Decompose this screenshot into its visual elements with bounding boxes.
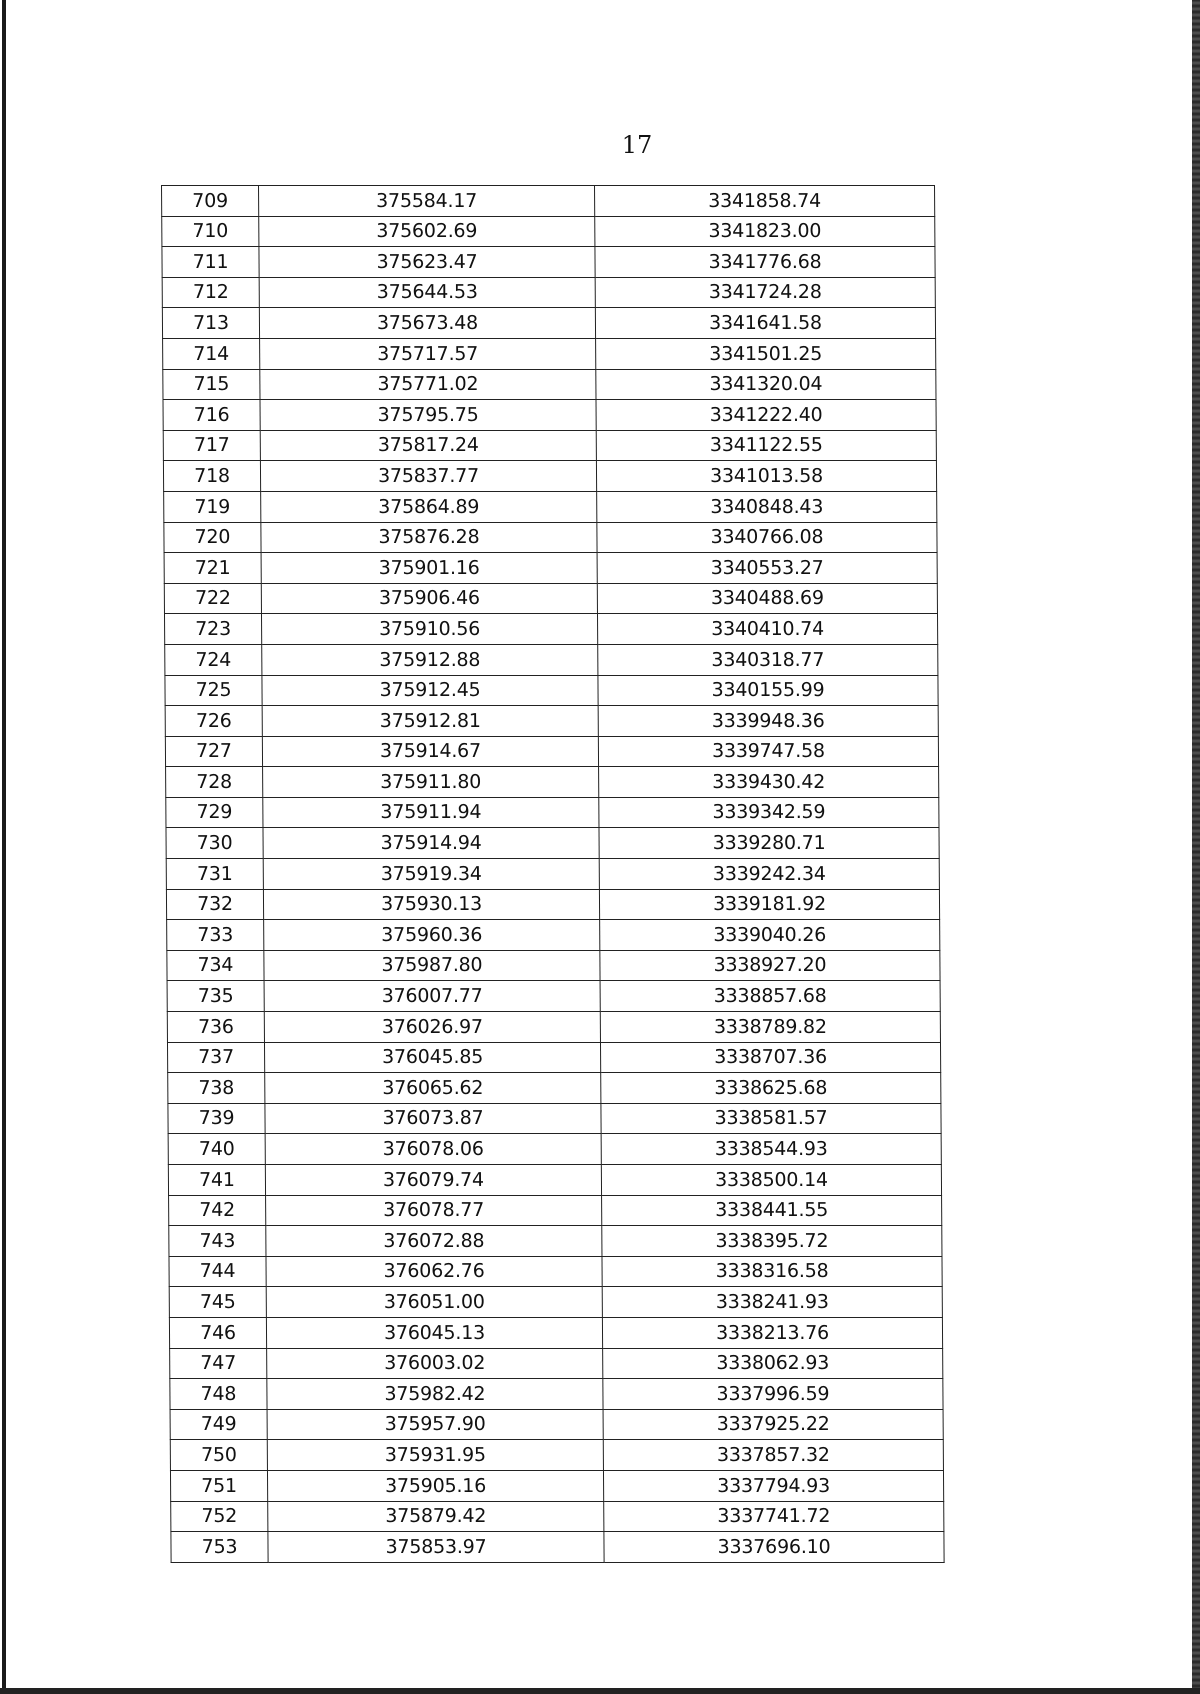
table-row: [164, 583, 937, 614]
table-row: [169, 1195, 942, 1226]
x-coordinate-cell: 376073.87: [265, 1103, 601, 1134]
x-coordinate-cell: 375987.80: [264, 950, 600, 981]
y-coordinate-cell: 3339040.26: [600, 920, 940, 951]
table-row: [163, 430, 936, 461]
point-id-cell: 742: [169, 1195, 266, 1226]
y-coordinate-cell: 3338544.93: [601, 1134, 941, 1165]
y-coordinate-cell: 3339948.36: [598, 706, 938, 737]
point-id-cell: 715: [163, 369, 260, 400]
table-row: [169, 1226, 942, 1257]
y-coordinate-cell: 3338213.76: [602, 1317, 942, 1348]
point-id-cell: 710: [162, 216, 259, 247]
point-id-cell: 714: [163, 338, 260, 369]
point-id-cell: 747: [170, 1348, 267, 1379]
x-coordinate-cell: 375910.56: [261, 614, 597, 645]
y-coordinate-cell: 3339430.42: [599, 767, 939, 798]
point-id-cell: 735: [167, 981, 264, 1012]
x-coordinate-cell: 375584.17: [259, 186, 595, 217]
y-coordinate-cell: 3341776.68: [595, 247, 935, 278]
x-coordinate-cell: 375912.45: [262, 675, 598, 706]
table-row: [162, 308, 935, 339]
y-coordinate-cell: 3339342.59: [599, 797, 939, 828]
x-coordinate-cell: 376045.85: [264, 1042, 600, 1073]
y-coordinate-cell: 3341013.58: [596, 461, 936, 492]
y-coordinate-cell: 3337925.22: [603, 1409, 943, 1440]
x-coordinate-cell: 375906.46: [261, 583, 597, 614]
table-row: [167, 981, 940, 1012]
x-coordinate-cell: 375853.97: [268, 1532, 604, 1563]
x-coordinate-cell: 375912.88: [262, 644, 598, 675]
y-coordinate-cell: 3339280.71: [599, 828, 939, 859]
table-row: [170, 1409, 943, 1440]
point-id-cell: 709: [162, 186, 259, 217]
point-id-cell: 748: [170, 1379, 267, 1410]
y-coordinate-cell: 3340155.99: [598, 675, 938, 706]
table-row: [165, 675, 938, 706]
table-row: [164, 553, 937, 584]
point-id-cell: 740: [168, 1134, 265, 1165]
point-id-cell: 733: [167, 920, 264, 951]
x-coordinate-cell: 375914.94: [263, 828, 599, 859]
x-coordinate-cell: 375914.67: [262, 736, 598, 767]
table-row: [167, 1012, 940, 1043]
y-coordinate-cell: 3338062.93: [603, 1348, 943, 1379]
x-coordinate-cell: 375930.13: [263, 889, 599, 920]
coordinate-table-wrapper: [161, 185, 943, 1563]
y-coordinate-cell: 3338316.58: [602, 1256, 942, 1287]
coordinate-table-body: [162, 186, 945, 1563]
table-row: [163, 369, 936, 400]
x-coordinate-cell: 375957.90: [267, 1409, 603, 1440]
x-coordinate-cell: 375602.69: [259, 216, 595, 247]
y-coordinate-cell: 3338500.14: [601, 1165, 941, 1196]
table-row: [169, 1256, 942, 1287]
table-row: [167, 920, 940, 951]
point-id-cell: 743: [169, 1226, 266, 1257]
x-coordinate-cell: 375931.95: [267, 1440, 603, 1471]
point-id-cell: 738: [168, 1073, 265, 1104]
point-id-cell: 723: [164, 614, 261, 645]
x-coordinate-cell: 376065.62: [265, 1073, 601, 1104]
table-row: [170, 1470, 943, 1501]
x-coordinate-cell: 376026.97: [264, 1012, 600, 1043]
y-coordinate-cell: 3338441.55: [602, 1195, 942, 1226]
y-coordinate-cell: 3340410.74: [597, 614, 937, 645]
table-row: [167, 1042, 940, 1073]
point-id-cell: 739: [168, 1103, 265, 1134]
y-coordinate-cell: 3341641.58: [595, 308, 935, 339]
coordinate-table: [161, 185, 945, 1563]
point-id-cell: 716: [163, 400, 260, 431]
y-coordinate-cell: 3341501.25: [596, 338, 936, 369]
y-coordinate-cell: 3338857.68: [600, 981, 940, 1012]
table-row: [165, 644, 938, 675]
y-coordinate-cell: 3338789.82: [600, 1012, 940, 1043]
point-id-cell: 737: [167, 1042, 264, 1073]
point-id-cell: 734: [167, 950, 264, 981]
scan-border-left: [2, 0, 6, 1694]
table-row: [168, 1073, 941, 1104]
x-coordinate-cell: 376072.88: [266, 1226, 602, 1257]
x-coordinate-cell: 375644.53: [259, 277, 595, 308]
table-row: [162, 216, 935, 247]
y-coordinate-cell: 3339181.92: [599, 889, 939, 920]
y-coordinate-cell: 3337741.72: [604, 1501, 944, 1532]
point-id-cell: 744: [169, 1256, 266, 1287]
x-coordinate-cell: 375876.28: [261, 522, 597, 553]
table-row: [165, 736, 938, 767]
x-coordinate-cell: 375911.94: [263, 797, 599, 828]
point-id-cell: 751: [170, 1470, 267, 1501]
x-coordinate-cell: 376078.06: [265, 1134, 601, 1165]
table-row: [170, 1379, 943, 1410]
point-id-cell: 730: [166, 828, 263, 859]
table-row: [163, 400, 936, 431]
x-coordinate-cell: 375912.81: [262, 706, 598, 737]
y-coordinate-cell: 3339242.34: [599, 859, 939, 890]
table-row: [166, 889, 939, 920]
table-row: [168, 1103, 941, 1134]
point-id-cell: 752: [171, 1501, 268, 1532]
point-id-cell: 720: [164, 522, 261, 553]
point-id-cell: 712: [162, 277, 259, 308]
x-coordinate-cell: 375982.42: [267, 1379, 603, 1410]
point-id-cell: 722: [164, 583, 261, 614]
table-row: [164, 614, 937, 645]
y-coordinate-cell: 3341724.28: [595, 277, 935, 308]
table-row: [162, 186, 935, 217]
table-row: [162, 277, 935, 308]
x-coordinate-cell: 375837.77: [260, 461, 596, 492]
point-id-cell: 713: [162, 308, 259, 339]
x-coordinate-cell: 375795.75: [260, 400, 596, 431]
y-coordinate-cell: 3338707.36: [600, 1042, 940, 1073]
point-id-cell: 727: [165, 736, 262, 767]
point-id-cell: 726: [165, 706, 262, 737]
y-coordinate-cell: 3337996.59: [603, 1379, 943, 1410]
y-coordinate-cell: 3341222.40: [596, 400, 936, 431]
point-id-cell: 753: [171, 1532, 268, 1563]
x-coordinate-cell: 375623.47: [259, 247, 595, 278]
x-coordinate-cell: 376045.13: [266, 1317, 602, 1348]
y-coordinate-cell: 3338927.20: [600, 950, 940, 981]
x-coordinate-cell: 375673.48: [259, 308, 595, 339]
x-coordinate-cell: 375919.34: [263, 859, 599, 890]
table-row: [166, 767, 939, 798]
y-coordinate-cell: 3338241.93: [602, 1287, 942, 1318]
x-coordinate-cell: 375960.36: [264, 920, 600, 951]
y-coordinate-cell: 3337696.10: [604, 1532, 944, 1563]
table-row: [164, 522, 937, 553]
point-id-cell: 728: [166, 767, 263, 798]
page-number: 17: [621, 131, 653, 159]
x-coordinate-cell: 375717.57: [260, 338, 596, 369]
y-coordinate-cell: 3338581.57: [601, 1103, 941, 1134]
table-row: [170, 1348, 943, 1379]
y-coordinate-cell: 3341320.04: [596, 369, 936, 400]
x-coordinate-cell: 375905.16: [267, 1470, 603, 1501]
point-id-cell: 725: [165, 675, 262, 706]
table-row: [171, 1501, 944, 1532]
point-id-cell: 750: [170, 1440, 267, 1471]
table-row: [164, 491, 937, 522]
point-id-cell: 731: [166, 859, 263, 890]
table-row: [170, 1440, 943, 1471]
point-id-cell: 741: [168, 1165, 265, 1196]
point-id-cell: 711: [162, 247, 259, 278]
scan-border-right: [1192, 0, 1200, 1694]
point-id-cell: 732: [166, 889, 263, 920]
table-row: [166, 828, 939, 859]
x-coordinate-cell: 376003.02: [267, 1348, 603, 1379]
y-coordinate-cell: 3340318.77: [598, 644, 938, 675]
x-coordinate-cell: 375817.24: [260, 430, 596, 461]
x-coordinate-cell: 376078.77: [266, 1195, 602, 1226]
point-id-cell: 718: [163, 461, 260, 492]
table-row: [163, 461, 936, 492]
x-coordinate-cell: 375901.16: [261, 553, 597, 584]
table-row: [167, 950, 940, 981]
y-coordinate-cell: 3340848.43: [597, 491, 937, 522]
point-id-cell: 746: [169, 1317, 266, 1348]
point-id-cell: 749: [170, 1409, 267, 1440]
table-row: [166, 859, 939, 890]
x-coordinate-cell: 375911.80: [263, 767, 599, 798]
point-id-cell: 736: [167, 1012, 264, 1043]
point-id-cell: 719: [164, 491, 261, 522]
y-coordinate-cell: 3341122.55: [596, 430, 936, 461]
y-coordinate-cell: 3341858.74: [595, 186, 935, 217]
y-coordinate-cell: 3340766.08: [597, 522, 937, 553]
y-coordinate-cell: 3340488.69: [597, 583, 937, 614]
y-coordinate-cell: 3340553.27: [597, 553, 937, 584]
table-row: [166, 797, 939, 828]
scan-border-bottom: [0, 1688, 1200, 1694]
table-row: [168, 1134, 941, 1165]
y-coordinate-cell: 3337857.32: [603, 1440, 943, 1471]
y-coordinate-cell: 3339747.58: [598, 736, 938, 767]
table-row: [163, 338, 936, 369]
table-row: [162, 247, 935, 278]
x-coordinate-cell: 375771.02: [260, 369, 596, 400]
x-coordinate-cell: 376051.00: [266, 1287, 602, 1318]
y-coordinate-cell: 3341823.00: [595, 216, 935, 247]
x-coordinate-cell: 375864.89: [261, 491, 597, 522]
point-id-cell: 721: [164, 553, 261, 584]
y-coordinate-cell: 3337794.93: [603, 1470, 943, 1501]
x-coordinate-cell: 376079.74: [265, 1165, 601, 1196]
table-row: [171, 1532, 944, 1563]
table-row: [169, 1287, 942, 1318]
point-id-cell: 724: [165, 644, 262, 675]
table-row: [169, 1317, 942, 1348]
point-id-cell: 745: [169, 1287, 266, 1318]
x-coordinate-cell: 375879.42: [268, 1501, 604, 1532]
table-row: [168, 1165, 941, 1196]
x-coordinate-cell: 376007.77: [264, 981, 600, 1012]
table-row: [165, 706, 938, 737]
point-id-cell: 729: [166, 797, 263, 828]
x-coordinate-cell: 376062.76: [266, 1256, 602, 1287]
y-coordinate-cell: 3338625.68: [601, 1073, 941, 1104]
point-id-cell: 717: [163, 430, 260, 461]
y-coordinate-cell: 3338395.72: [602, 1226, 942, 1257]
